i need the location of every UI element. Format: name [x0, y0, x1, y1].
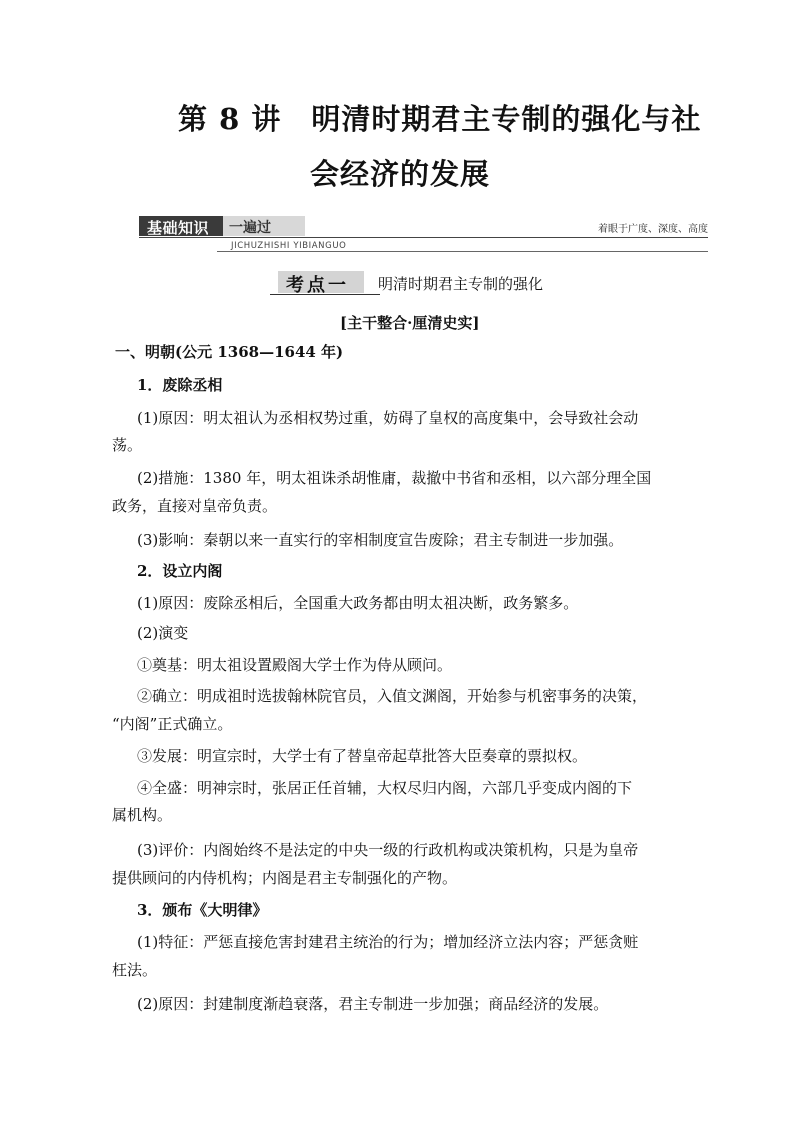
banner-rule [139, 237, 708, 238]
kaodian-label: 考点一 [286, 275, 349, 296]
subheading-abolish-chancellor: 1．废除丞相 [137, 376, 223, 394]
paragraph-line: (1)原因：废除丞相后，全国重大政务都由明太祖决断，政务繁多。 [137, 594, 579, 612]
paragraph-line: ④全盛：明神宗时，张居正任首辅，大权尽归内阁，六部几乎变成内阁的下 [137, 779, 633, 797]
section-heading: [主干整合·厘清史实] [340, 314, 480, 332]
paragraph-line: ①奠基：明太祖设置殿阁大学士作为侍从顾问。 [137, 656, 453, 674]
paragraph-line: “内阁”正式确立。 [112, 715, 233, 733]
section-banner [139, 216, 708, 260]
subheading-cabinet: 2．设立内阁 [137, 562, 223, 580]
paragraph-line: 属机构。 [112, 806, 173, 824]
paragraph-line: 荡。 [112, 436, 143, 454]
paragraph-line: (2)措施：1380 年，明太祖诛杀胡惟庸，裁撤中书省和丞相，以六部分理全国 [137, 469, 652, 487]
paragraph-line: (3)评价：内阁始终不是法定的中央一级的行政机构或决策机构，只是为皇帝 [137, 841, 639, 859]
page-title-line-1: 第 8 讲 明清时期君主专制的强化与社 [178, 102, 702, 136]
paragraph-line: ②确立：明成祖时选拔翰林院官员，入值文渊阁，开始参与机密事务的决策， [137, 687, 648, 705]
paragraph-line: 政务，直接对皇帝负责。 [112, 497, 278, 515]
kaodian-rule [270, 294, 380, 295]
banner-pinyin: JICHUZHISHI YIBIANGUO [227, 241, 350, 251]
banner-slogan: 着眼于广度、深度、高度 [598, 224, 708, 235]
banner-rule-lower [217, 251, 708, 252]
heading-ming-dynasty: 一、明朝(公元 1368—1644 年) [115, 343, 344, 361]
paragraph-line: (2)演变 [137, 624, 189, 642]
kaodian-title: 明清时期君主专制的强化 [378, 275, 544, 293]
banner-label: 基础知识 [147, 219, 210, 237]
paragraph-line: ③发展：明宣宗时，大学士有了替皇帝起草批答大臣奏章的票拟权。 [137, 747, 588, 765]
paragraph-line: (2)原因：封建制度渐趋衰落，君主专制进一步加强；商品经济的发展。 [137, 995, 609, 1013]
banner-sub-label: 一遍过 [229, 220, 271, 236]
paragraph-line: (3)影响：秦朝以来一直实行的宰相制度宣告废除；君主专制进一步加强。 [137, 531, 624, 549]
paragraph-line: 枉法。 [112, 961, 158, 979]
paragraph-line: (1)原因：明太祖认为丞相权势过重，妨碍了皇权的高度集中，会导致社会动 [137, 409, 639, 427]
paragraph-line: (1)特征：严惩直接危害封建君主统治的行为；增加经济立法内容；严惩贪赃 [137, 933, 639, 951]
paragraph-line: 提供顾问的内侍机构；内阁是君主专制强化的产物。 [112, 869, 458, 887]
page-title-line-2: 会经济的发展 [310, 157, 491, 191]
subheading-da-ming-lu: 3．颁布《大明律》 [137, 901, 268, 919]
